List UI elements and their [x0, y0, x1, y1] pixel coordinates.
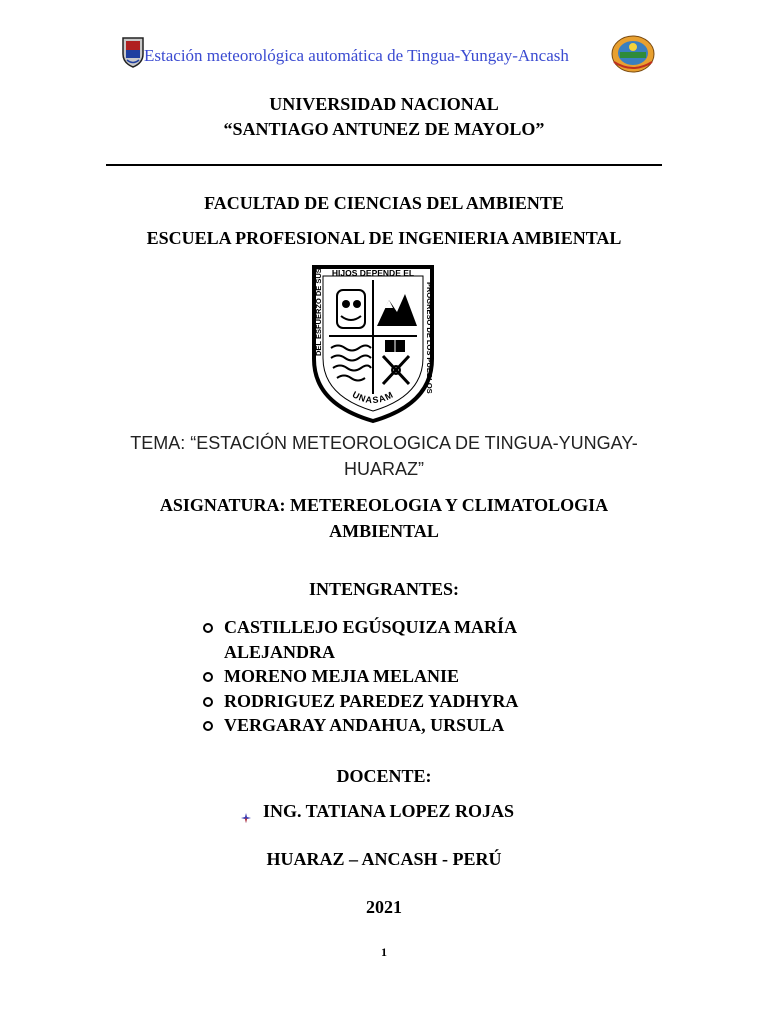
member-name: MORENO MEJIA MELANIE [224, 666, 460, 686]
member-name: RODRIGUEZ PAREDEZ YADHYRA [224, 690, 519, 711]
unasam-seal-logo [311, 264, 435, 424]
year: 2021 [366, 897, 402, 917]
seal-right-text: PROGRESO DE LOS PUEBLOS [425, 282, 434, 394]
seal-left-text: DEL ESFUERZO DE SUS [314, 268, 323, 356]
list-item [203, 615, 518, 664]
asignatura-line-2: AMBIENTAL [329, 521, 439, 541]
faculty-name: FACULTAD DE CIENCIAS DEL AMBIENTE [204, 193, 564, 213]
asignatura-line-1: ASIGNATURA: METEREOLOGIA Y CLIMATOLOGIA [159, 495, 609, 515]
circle-bullet-icon [203, 697, 213, 707]
tema-line-2: HUARAZ” [344, 459, 424, 479]
docente-heading: DOCENTE: [336, 766, 432, 786]
circle-bullet-icon [203, 623, 213, 633]
seal-top-text: HIJOS DEPENDE EL [331, 268, 415, 278]
member-name-continued: ALEJANDRA [224, 641, 336, 662]
seal-bottom-text: UNASAM [350, 389, 396, 406]
location: HUARAZ – ANCASH - PERÚ [266, 849, 502, 869]
circle-bullet-icon [203, 721, 213, 731]
integrantes-heading: INTENGRANTES: [308, 579, 460, 599]
list-item [203, 689, 518, 714]
docente-entry [243, 801, 514, 822]
station-logo [610, 34, 656, 74]
horizontal-divider [106, 164, 662, 166]
member-name: CASTILLEJO EGÚSQUIZA MARÍA [224, 617, 518, 637]
list-item [203, 713, 518, 738]
circle-bullet-icon [203, 672, 213, 682]
member-name: VERGARAY ANDAHUA, URSULA [224, 715, 505, 735]
school-name: ESCUELA PROFESIONAL DE INGENIERIA AMBIENTAL [146, 228, 622, 248]
university-logo-small [121, 36, 145, 68]
four-point-star-bullet-icon [240, 808, 252, 820]
members-list [203, 615, 518, 738]
page-number: 1 [381, 945, 387, 959]
university-name-quoted: “SANTIAGO ANTUNEZ DE MAYOLO” [223, 119, 545, 139]
docente-name: ING. TATIANA LOPEZ ROJAS [263, 801, 515, 821]
university-name: UNIVERSIDAD NACIONAL [269, 94, 499, 114]
header-title: Estación meteorológica automática de Tingua-Yungay-Ancash [144, 46, 569, 65]
tema-line-1: TEMA: “ESTACIÓN METEOROLOGICA DE TINGUA-YUNGAY- [130, 433, 638, 453]
list-item [203, 664, 518, 689]
